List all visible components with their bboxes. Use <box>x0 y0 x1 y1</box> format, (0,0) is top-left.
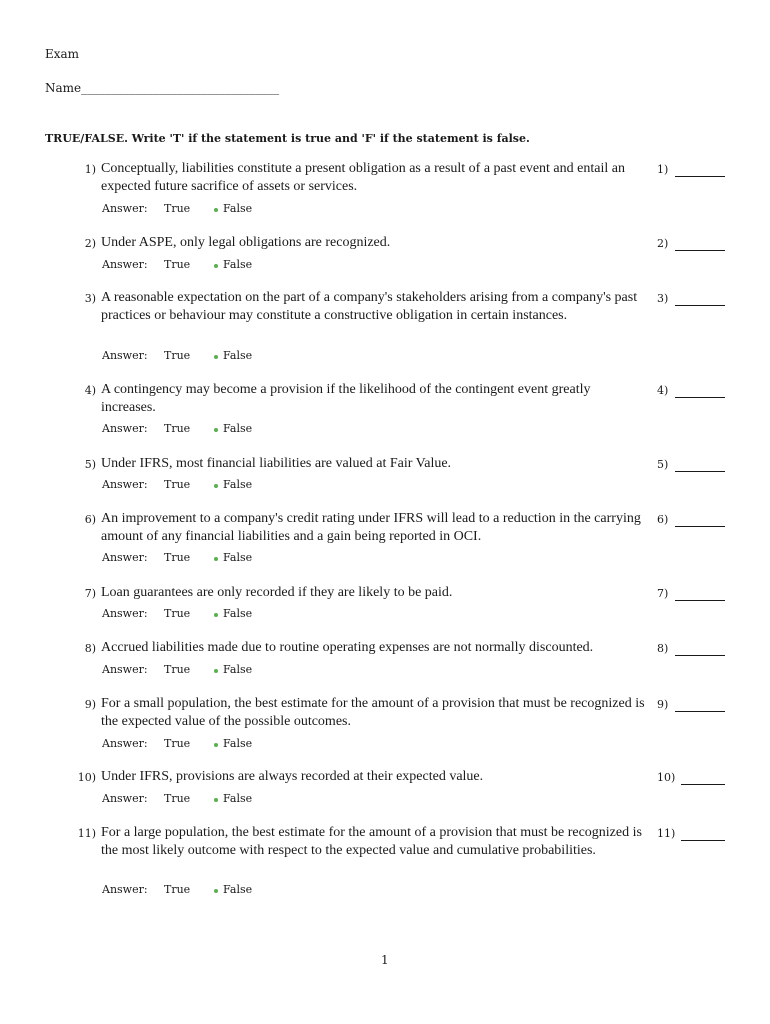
question-text: Under ASPE, only legal obligations are recognized. <box>101 235 391 250</box>
question-text: An improvement to a company's credit rating under IFRS will lead to a reduction in the carrying amount of any financial liabilities and a gain being reported in OCI. <box>101 511 641 545</box>
answer-option-false: False <box>223 737 253 750</box>
answer-blank-line[interactable] <box>675 600 725 601</box>
answer-label: Answer: <box>102 478 148 491</box>
answer-label: Answer: <box>102 607 148 620</box>
page-number: 1 <box>381 953 389 967</box>
selected-answer-dot-icon <box>214 264 218 268</box>
exam-title: Exam <box>45 47 80 61</box>
answer-blank-number: 6) <box>657 513 669 526</box>
question-number: 3) <box>84 292 96 305</box>
answer-option-true: True <box>164 551 191 564</box>
answer-option-false: False <box>223 349 253 362</box>
answer-label: Answer: <box>102 258 148 271</box>
question-text: Under IFRS, provisions are always recorded at their expected value. <box>101 769 484 784</box>
question-number: 2) <box>84 237 96 250</box>
question-text: For a small population, the best estimate for the amount of a provision that must be recognized is the expected value of the possible outcomes. <box>101 696 645 730</box>
selected-answer-dot-icon <box>214 428 218 432</box>
answer-option-true: True <box>164 737 191 750</box>
answer-blank-line[interactable] <box>675 655 725 656</box>
section-instructions: TRUE/FALSE. Write 'T' if the statement is true and 'F' if the statement is false. <box>45 132 530 145</box>
answer-label: Answer: <box>102 663 148 676</box>
answer-option-true: True <box>164 663 191 676</box>
answer-blank-number: 2) <box>657 237 669 250</box>
question-text: A contingency may become a provision if the likelihood of the contingent event greatly increases. <box>101 382 591 416</box>
question-text: For a large population, the best estimate for the amount of a provision that must be recognized is the most likely outcome with respect to the expected value and cumulative probabilities. <box>101 825 642 859</box>
answer-label: Answer: <box>102 349 148 362</box>
selected-answer-dot-icon <box>214 743 218 747</box>
answer-option-true: True <box>164 607 191 620</box>
answer-blank-line[interactable] <box>675 250 725 251</box>
answer-blank-number: 4) <box>657 384 669 397</box>
answer-label: Answer: <box>102 202 148 215</box>
question-number: 8) <box>84 642 96 655</box>
answer-blank-number: 5) <box>657 458 669 471</box>
selected-answer-dot-icon <box>214 798 218 802</box>
answer-option-false: False <box>223 202 253 215</box>
answer-option-false: False <box>223 883 253 896</box>
answer-blank-number: 7) <box>657 587 669 600</box>
selected-answer-dot-icon <box>214 889 218 893</box>
selected-answer-dot-icon <box>214 557 218 561</box>
question-text: Conceptually, liabilities constitute a present obligation as a result of a past event and entail an expected future sacrifice of assets or services. <box>101 161 625 195</box>
answer-blank-line[interactable] <box>675 305 725 306</box>
answer-option-true: True <box>164 349 191 362</box>
answer-option-false: False <box>223 478 253 491</box>
question-number: 9) <box>84 698 96 711</box>
answer-blank-number: 9) <box>657 698 669 711</box>
answer-option-false: False <box>223 422 253 435</box>
answer-option-false: False <box>223 607 253 620</box>
answer-blank-line[interactable] <box>675 471 725 472</box>
answer-blank-number: 10) <box>657 771 676 784</box>
name-field[interactable]: Name_________________________________ <box>45 81 280 95</box>
answer-option-true: True <box>164 883 191 896</box>
answer-blank-number: 1) <box>657 163 669 176</box>
question-text: Accrued liabilities made due to routine operating expenses are not normally discounted. <box>101 640 594 655</box>
answer-blank-line[interactable] <box>681 784 725 785</box>
question-text: A reasonable expectation on the part of a company's stakeholders arising from a company's past practices or behaviour may constitute a constructive obligation in certain instances. <box>101 290 638 324</box>
answer-option-false: False <box>223 792 253 805</box>
answer-blank-line[interactable] <box>675 711 725 712</box>
answer-blank-line[interactable] <box>675 397 725 398</box>
answer-blank-line[interactable] <box>675 526 725 527</box>
answer-label: Answer: <box>102 422 148 435</box>
answer-blank-number: 11) <box>657 827 676 840</box>
answer-blank-line[interactable] <box>681 840 725 841</box>
answer-option-true: True <box>164 422 191 435</box>
answer-label: Answer: <box>102 792 148 805</box>
question-number: 6) <box>84 513 96 526</box>
question-number: 4) <box>84 384 96 397</box>
answer-option-true: True <box>164 478 191 491</box>
answer-label: Answer: <box>102 737 148 750</box>
question-number: 1) <box>84 163 96 176</box>
selected-answer-dot-icon <box>214 669 218 673</box>
selected-answer-dot-icon <box>214 355 218 359</box>
answer-option-true: True <box>164 792 191 805</box>
question-text: Loan guarantees are only recorded if they are likely to be paid. <box>101 585 453 600</box>
answer-option-true: True <box>164 258 191 271</box>
answer-option-false: False <box>223 663 253 676</box>
question-number: 10) <box>77 771 96 784</box>
answer-blank-number: 8) <box>657 642 669 655</box>
question-number: 5) <box>84 458 96 471</box>
answer-label: Answer: <box>102 551 148 564</box>
answer-option-false: False <box>223 551 253 564</box>
selected-answer-dot-icon <box>214 613 218 617</box>
answer-option-false: False <box>223 258 253 271</box>
answer-blank-number: 3) <box>657 292 669 305</box>
answer-blank-line[interactable] <box>675 176 725 177</box>
answer-label: Answer: <box>102 883 148 896</box>
question-text: Under IFRS, most financial liabilities are valued at Fair Value. <box>101 456 452 471</box>
question-number: 11) <box>77 827 96 840</box>
selected-answer-dot-icon <box>214 484 218 488</box>
selected-answer-dot-icon <box>214 208 218 212</box>
question-number: 7) <box>84 587 96 600</box>
answer-option-true: True <box>164 202 191 215</box>
